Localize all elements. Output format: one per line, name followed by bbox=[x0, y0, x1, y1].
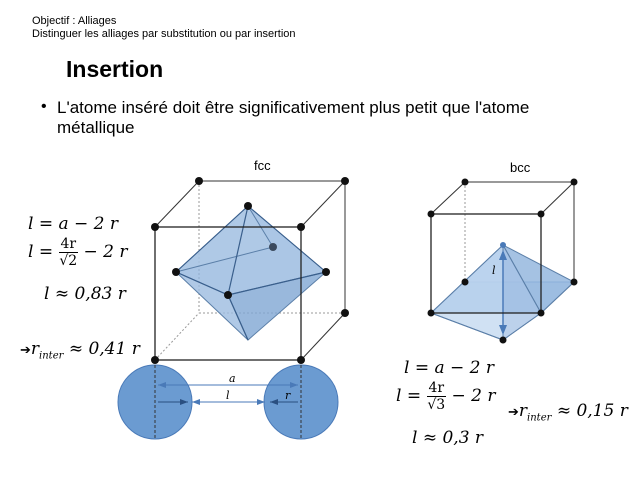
fcc-eq1: l = a − 2 r bbox=[28, 214, 119, 234]
bullet-text: L'atome inséré doit être significativement plus petit que l'atome métallique bbox=[57, 98, 530, 137]
bcc-label: bcc bbox=[510, 160, 531, 175]
fcc-cube bbox=[151, 177, 349, 364]
header-goal: Distinguer les alliages par substitution ou par insertion bbox=[32, 28, 296, 40]
bullet-icon: • bbox=[41, 98, 47, 115]
bcc-result: $➔r_{inter} \approx 0,15$ r bbox=[508, 401, 628, 424]
fcc-label: fcc bbox=[254, 158, 271, 173]
bcc-eq3: l ≈ 0,3 r bbox=[412, 428, 484, 448]
bcc-cube bbox=[428, 179, 578, 344]
dim-l-label: l bbox=[226, 389, 230, 402]
fcc-eq3: l ≈ 0,83 r bbox=[44, 284, 126, 304]
dim-r-label: r bbox=[285, 389, 291, 402]
bcc-dim-l-label: l bbox=[492, 264, 496, 277]
header-objective: Objectif : Alliages bbox=[32, 15, 117, 27]
fcc-eq2: l = $\frac{4r}{√2}$ − 2 r bbox=[28, 236, 128, 269]
fcc-result: $➔r_{inter} \approx 0,41$ r bbox=[20, 339, 140, 362]
slide-title: Insertion bbox=[66, 56, 164, 82]
fcc-edge-atoms bbox=[118, 365, 338, 440]
dim-a-label: a bbox=[229, 372, 236, 385]
bcc-eq1: l = a − 2 r bbox=[404, 358, 495, 378]
bcc-eq2: l = $\frac{4r}{√3}$ − 2 r bbox=[396, 380, 496, 413]
